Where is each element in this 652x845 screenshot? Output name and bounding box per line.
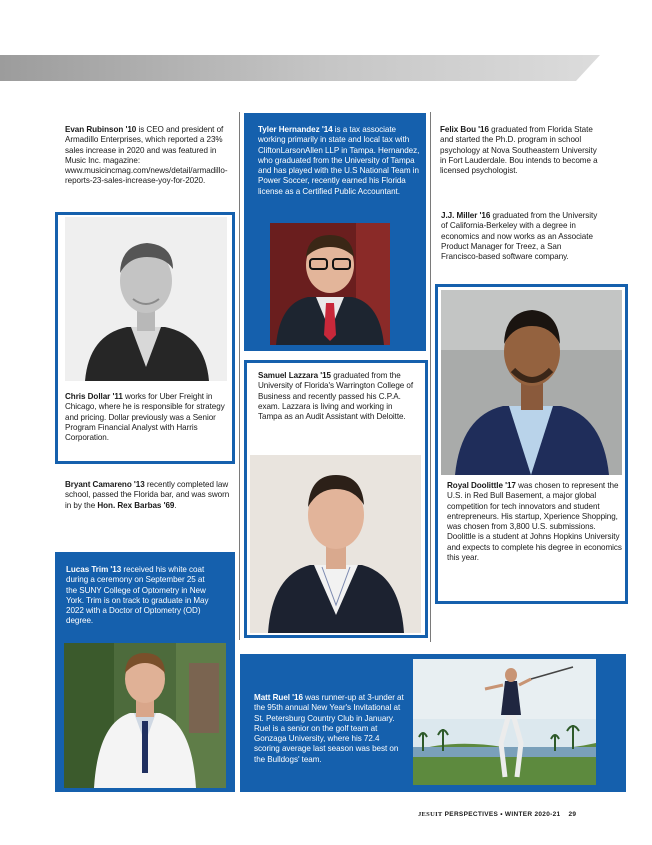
note-text: is a tax associate working primarily in state and local tax with CliftonLarsonAllen LLP in Tampa. Hernandez, who graduated from the University of Tampa and has played with the U.S National Team in Power Soccer, recently earned his Florida license as a Certified Public Accountant. xyxy=(258,125,420,196)
note-text: graduated from the University of Florida's Warrington College of Business and recently passed his C.P.A. exam. Lazzara is living and working in Tampa as an Audit Assistant with Deloitte. xyxy=(258,371,414,422)
note-text: works for Uber Freight in Chicago, where he is responsible for strategy and pricing. Dollar previously was a Senior Program Financial Analyst with Harris Corporation. xyxy=(65,392,225,443)
page-number: 29 xyxy=(568,811,577,818)
portrait-image xyxy=(65,217,227,381)
golf-swing-image xyxy=(413,659,596,785)
note-evan-rubinson xyxy=(65,125,235,187)
photo-chris-dollar xyxy=(65,217,227,381)
note-name: Chris Dollar '11 xyxy=(65,392,123,401)
note-text: recently completed law school, passed the Florida bar, and was sworn in by the xyxy=(65,480,230,510)
note-name: Evan Rubinson '10 xyxy=(65,125,137,134)
note-matt-ruel xyxy=(254,693,404,765)
note-felix-bou xyxy=(440,125,600,176)
note-text: graduated from the University of California-Berkeley with a degree in economics and now works as an Associate Product Manager for Treez, a San Francisco-based software company. xyxy=(441,211,598,262)
note-bold-tail: Hon. Rex Barbas '69 xyxy=(97,500,175,510)
photo-tyler-hernandez xyxy=(270,223,390,345)
note-name: Felix Bou '16 xyxy=(440,125,489,134)
note-bryant-camareno xyxy=(65,480,237,511)
portrait-image xyxy=(64,643,226,788)
note-name: Royal Doolittle '17 xyxy=(447,481,516,490)
photo-matt-ruel xyxy=(413,659,596,785)
note-name: Bryant Camareno '13 xyxy=(65,480,145,489)
note-name: Samuel Lazzara '15 xyxy=(258,371,332,380)
note-lucas-trim xyxy=(66,565,216,627)
note-name: J.J. Miller '16 xyxy=(441,211,491,220)
page-footer xyxy=(418,811,576,818)
portrait-image xyxy=(250,455,421,633)
note-name: Lucas Trim '13 xyxy=(66,565,122,574)
note-name: Tyler Hernandez '14 xyxy=(258,125,333,134)
footer-issue: PERSPECTIVES • WINTER 2020-21 xyxy=(444,811,561,818)
note-text: is CEO and president of Armadillo Enterprises, which reported a 23% sales increase in 2020 and was featured in Music Inc. magazine: www.musicincmag.com/news/detail/armadillo-reports-23-sales-increase-yoy-for-2020. xyxy=(65,125,228,186)
note-chris-dollar xyxy=(65,392,230,443)
note-name: Matt Ruel '16 xyxy=(254,693,303,702)
column-rule-right xyxy=(430,112,431,642)
portrait-image xyxy=(441,290,622,475)
note-tail: . xyxy=(174,500,177,510)
note-text: received his white coat during a ceremony on September 25 at the SUNY College of Optometry in New York. Trim is on track to graduate in May 2022 with a Doctor of Optometry (OD) degree. xyxy=(66,565,209,626)
note-jj-miller xyxy=(441,211,599,262)
note-text: was chosen to represent the U.S. in Red Bull Basement, a major global competition for tech innovators and student entrepreneurs. His startup, Xperience Shopping, was chosen from 3,800 U.S. submissions. Doolittle is a student at Johns Hopkins University and expects to complete his degree in economics this year. xyxy=(447,481,622,563)
portrait-image xyxy=(270,223,390,345)
note-text: was runner-up at 3-under at the 95th annual New Year's Invitational at St. Petersburg Country Club in January. Ruel is a senior on the golf team at Gonzaga University, where his 72.4 scoring average last season was best on the Bulldogs' team. xyxy=(254,693,404,764)
photo-samuel-lazzara xyxy=(250,455,421,633)
note-royal-doolittle xyxy=(447,481,622,563)
column-rule-left xyxy=(239,112,240,640)
photo-royal-doolittle xyxy=(441,290,622,475)
header-band xyxy=(0,55,600,81)
note-text: graduated from Florida State and started the Ph.D. program in school psychology at Nova Southeastern University in Fort Lauderdale. Bou intends to become a licensed psychologist. xyxy=(440,125,598,176)
photo-lucas-trim xyxy=(64,643,226,788)
note-samuel-lazzara xyxy=(258,371,418,422)
note-tyler-hernandez xyxy=(258,125,420,197)
footer-brand: JESUIT xyxy=(418,811,443,818)
